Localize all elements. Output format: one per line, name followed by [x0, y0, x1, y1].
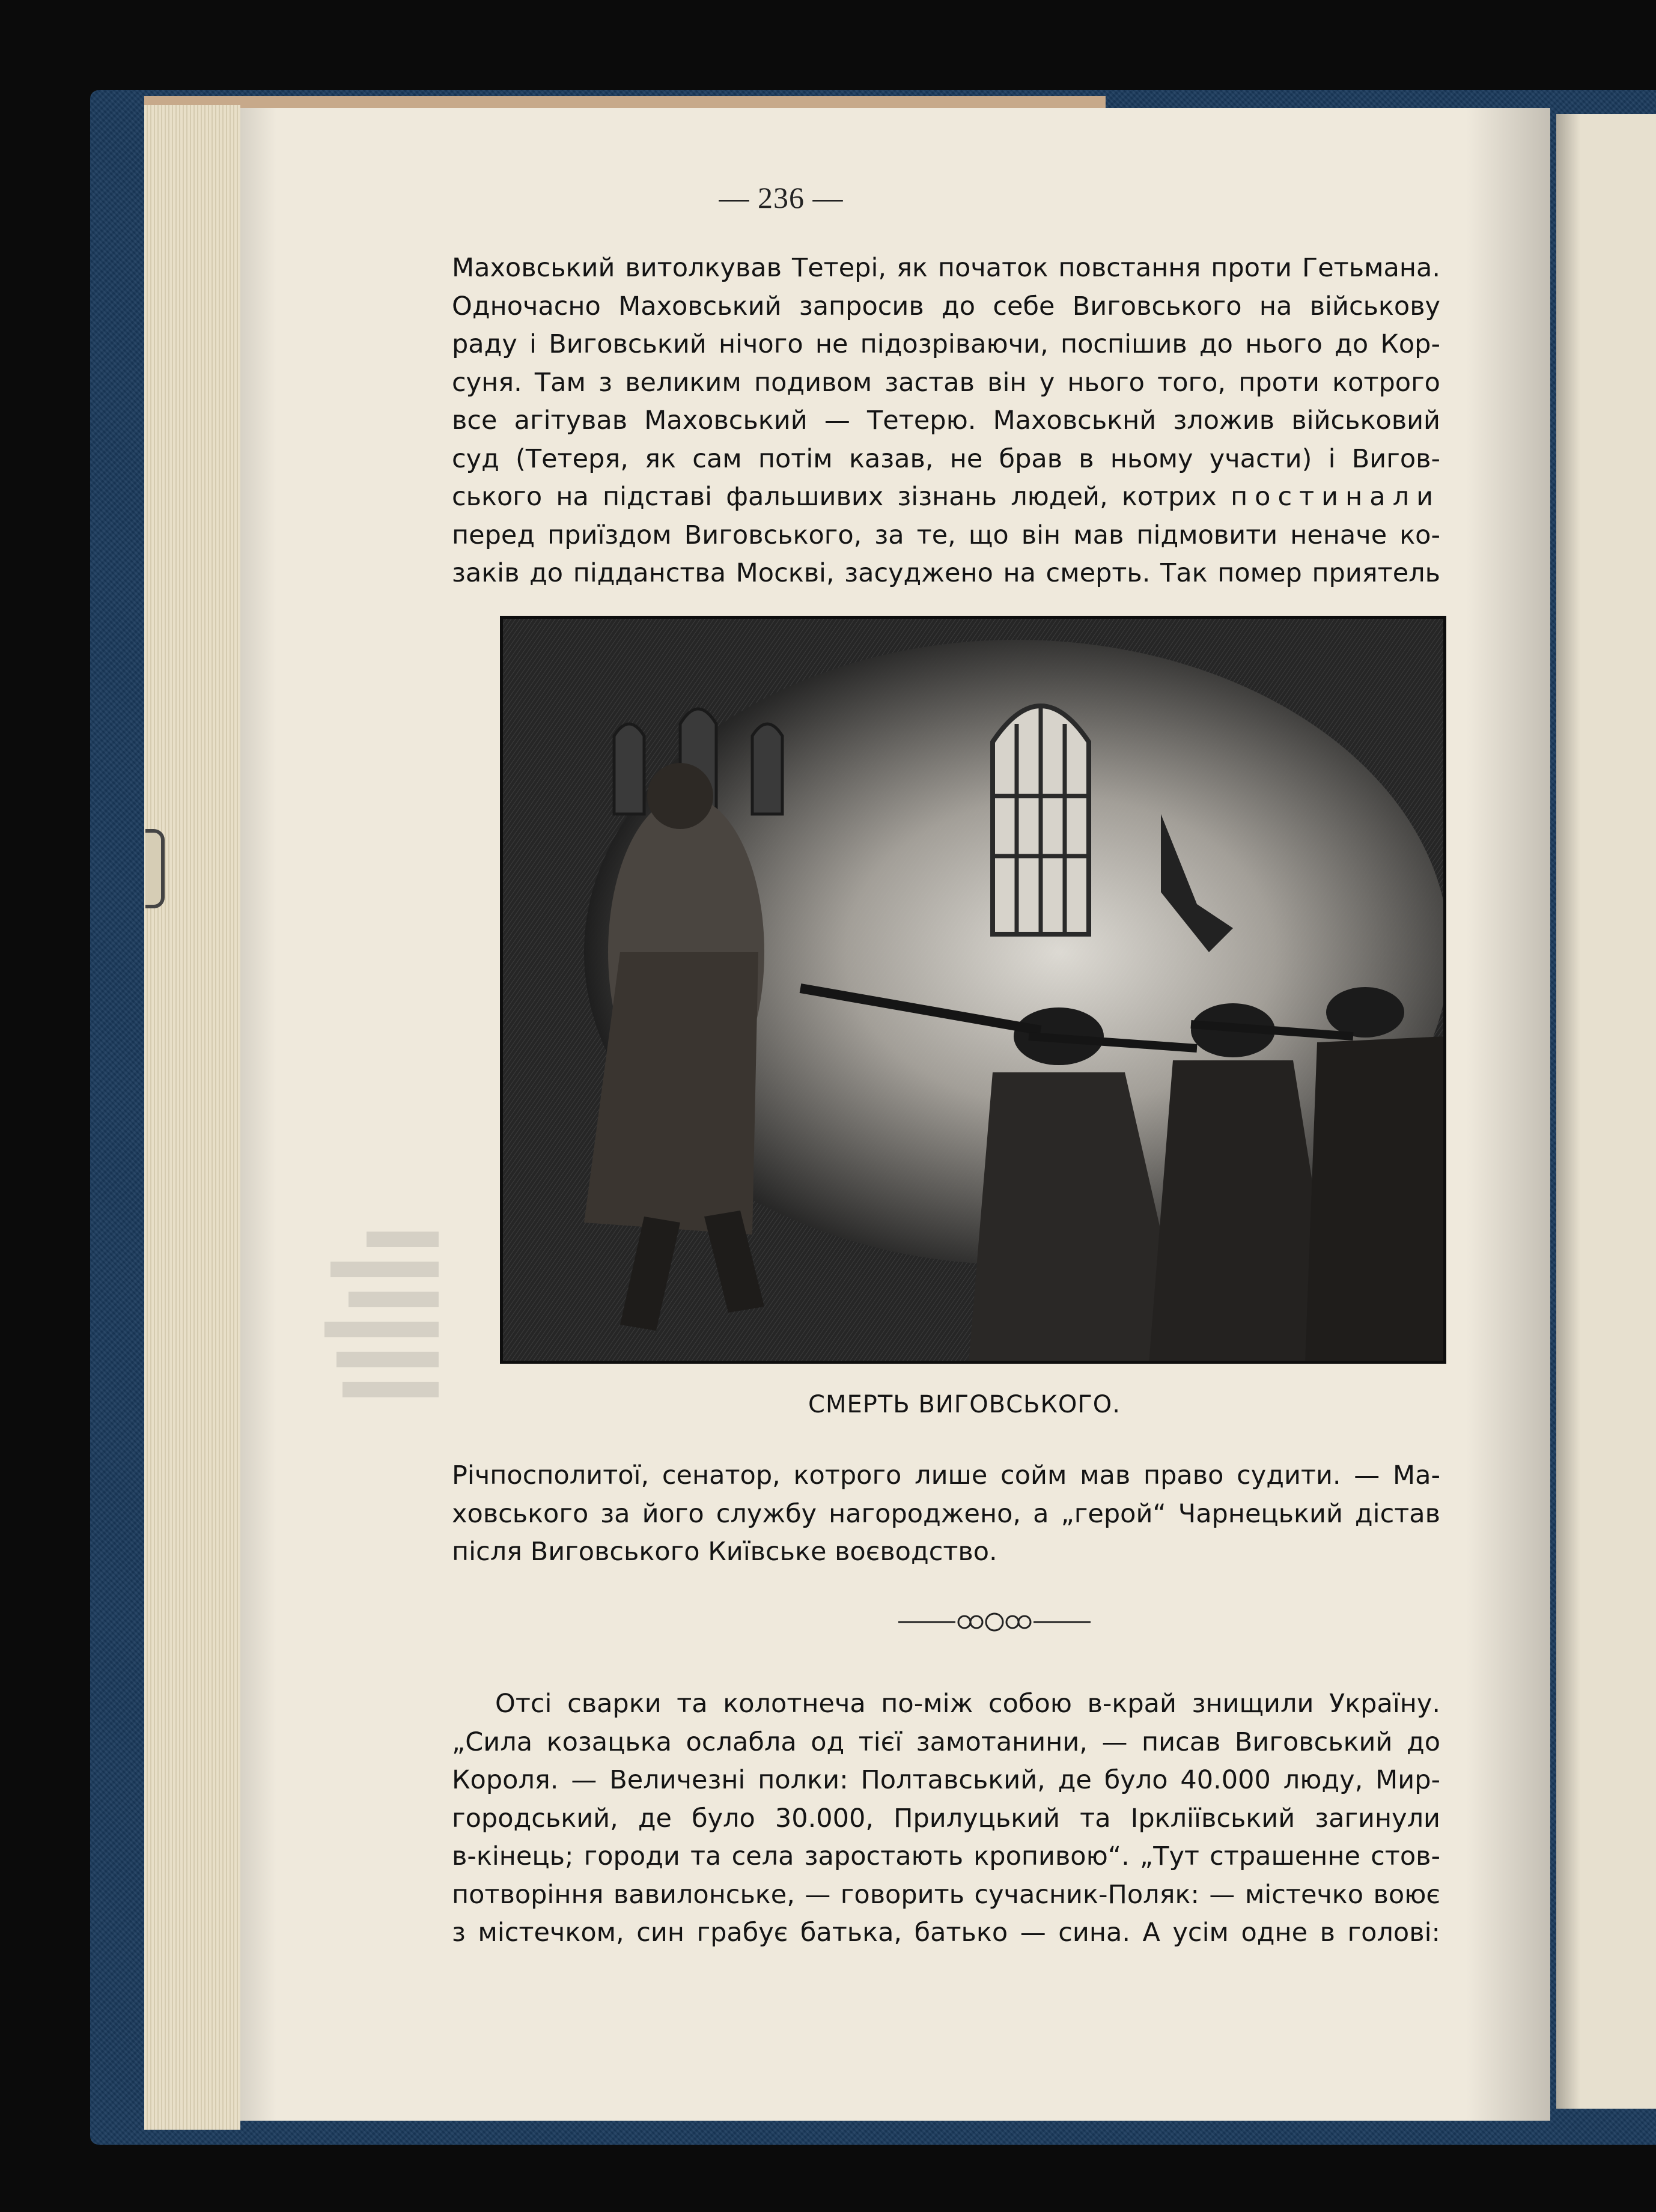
figure-caption: СМЕРТЬ ВИГОВСЬКОГО.: [808, 1391, 1121, 1418]
text-line: заків до підданства Москві, засуджено на смерть. Так помер приятель: [452, 558, 1440, 588]
text-fragment: ського на підставі фальшивих зізнань людей, котрих: [452, 482, 1217, 512]
engraving-scene: [500, 616, 1446, 1364]
bleed-through-text: [294, 1226, 457, 1433]
text-line: ховського за його службу нагороджено, а „герой“ Чарнецький дістав: [452, 1498, 1440, 1529]
text-line: потворіння вавилонське, — говорить сучасник-Поляк: — містечко воює: [452, 1879, 1440, 1910]
spaced-word: постинали: [1231, 482, 1440, 512]
paragraph-middle: [452, 1457, 1440, 1572]
text-line: Одночасно Маховський запросив до себе Виговського на військову: [452, 291, 1440, 321]
text-line: Короля. — Величезні полки: Полтавський, де було 40.000 люду, Мир-: [452, 1765, 1440, 1795]
text-line: суд (Тетеря, як сам потім казав, не брав в ньому участи) і Вигов-: [452, 443, 1440, 474]
text-line: Маховський витолкував Тетері, як початок повстання проти Гетьмана.: [452, 253, 1440, 283]
section-divider-ornament: [898, 1610, 1091, 1634]
text-line: Річпосполитої, сенатор, котрого лише сойм мав право судити. — Ма-: [452, 1460, 1440, 1490]
engraving-illustration: [500, 616, 1446, 1364]
text-line: Отсі сварки та колотнеча по-між собою в-край знищили Україну.: [495, 1689, 1440, 1719]
text-line: все агітував Маховський — Тетерю. Маховськнй зложив військовий: [452, 406, 1440, 436]
text-line: в-кінець; городи та села заростають кропивою“. „Тут страшенне стов-: [452, 1841, 1440, 1871]
page-edge-top: [144, 96, 1106, 109]
bleed-through-marks: [294, 1226, 457, 1424]
text-line-with-spaced-word: [452, 478, 1440, 517]
page-number: — 236 —: [719, 181, 844, 214]
text-line: городський, де було 30.000, Прилуцький та Ірклiївський загинули: [452, 1803, 1440, 1834]
page-edges: [144, 105, 240, 2130]
text-line: „Сила козацька ослабла од тієї замотанини, — писав Виговський до: [452, 1727, 1440, 1757]
paragraph-bottom: [452, 1685, 1440, 1952]
book-clasp: [145, 829, 165, 908]
text-line: суня. Там з великим подивом застав він у нього того, проти котрого: [452, 367, 1440, 398]
text-line: з містечком, син грабує батька, батько — сина. А усім одне в голові:: [452, 1918, 1440, 1948]
facing-page-edge: [1556, 114, 1656, 2109]
text-line: після Виговського Київське воєводство.: [452, 1537, 997, 1567]
gothic-window: [993, 706, 1089, 934]
text-line: раду і Виговський нічого не підозріваючи, поспішив до нього до Кор-: [452, 329, 1440, 359]
paragraph-top: [452, 249, 1440, 593]
text-line: перед приїздом Виговського, за те, що він мав підмовити неначе ко-: [452, 520, 1440, 550]
